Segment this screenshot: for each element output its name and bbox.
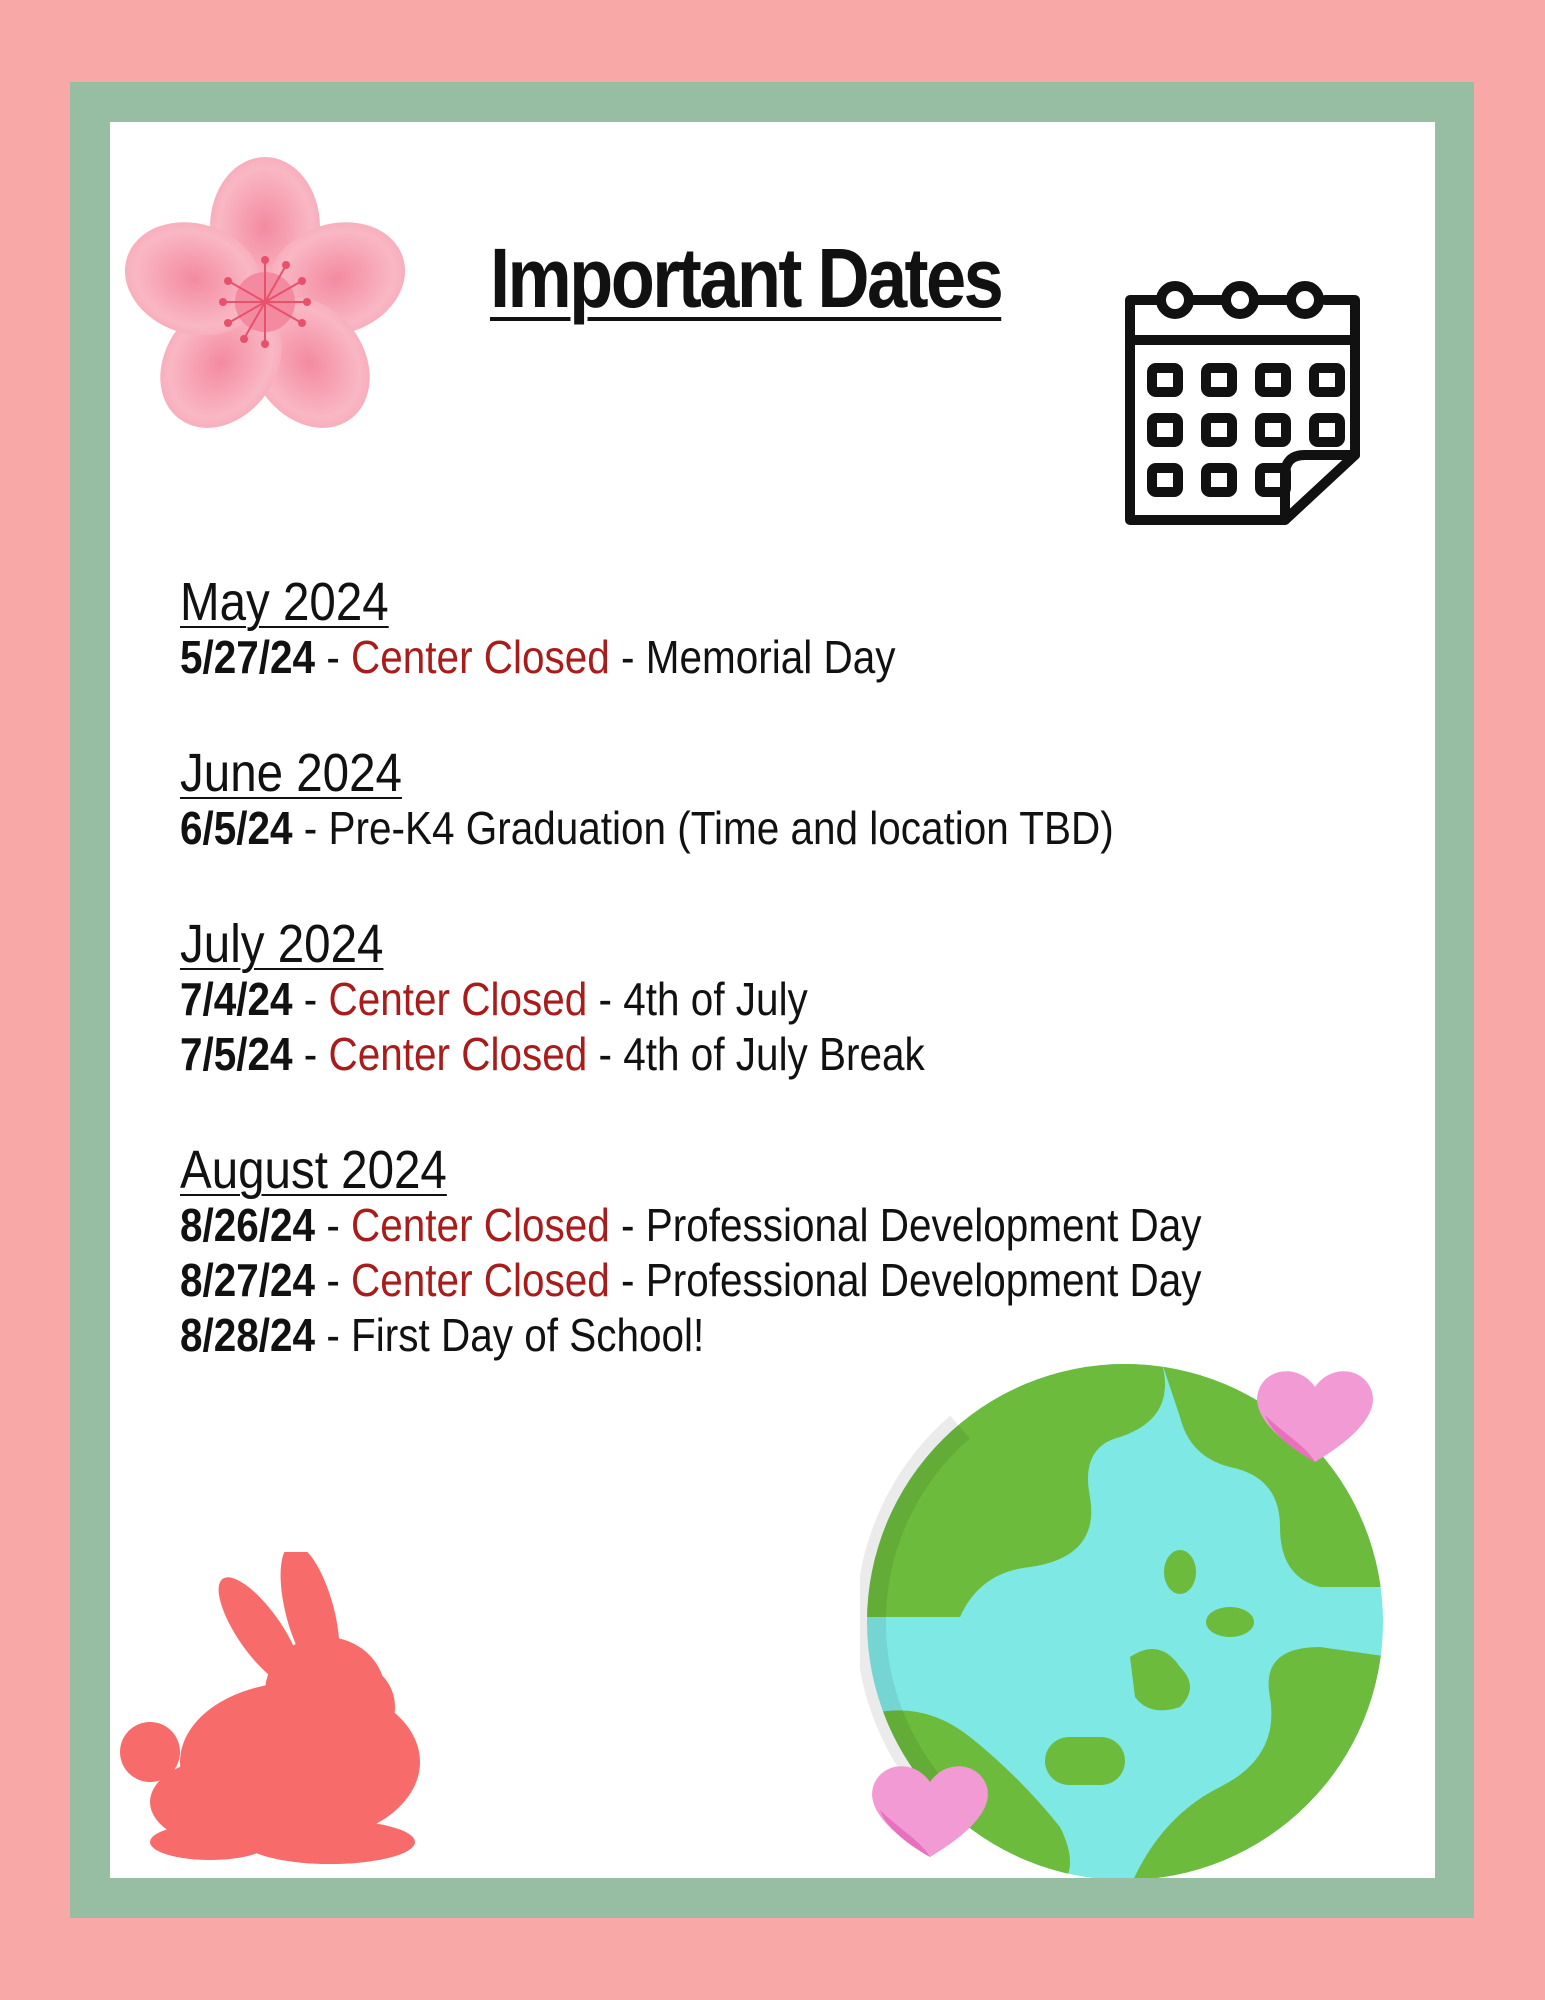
entry-separator: - <box>587 973 624 1025</box>
date-entry <box>180 1253 1236 1308</box>
entry-date: 8/26/24 <box>180 1199 316 1251</box>
date-entry <box>180 630 1236 685</box>
dates-list <box>180 574 1380 1423</box>
entry-separator: - <box>609 1199 646 1251</box>
calendar-icon <box>1120 270 1370 540</box>
entry-separator: - <box>587 1028 624 1080</box>
entry-separator: - <box>609 1254 646 1306</box>
entry-description: 4th of July Break <box>623 1028 925 1080</box>
date-entry <box>180 1027 1236 1082</box>
month-heading: June 2024 <box>180 743 402 803</box>
entry-date: 6/5/24 <box>180 802 293 854</box>
page-title: Important Dates <box>490 231 1002 325</box>
month-heading: May 2024 <box>180 572 389 632</box>
entry-description: Pre-K4 Graduation (Time and location TBD) <box>328 802 1114 854</box>
entry-separator: - <box>292 802 329 854</box>
entry-description: 4th of July <box>623 973 808 1025</box>
entry-separator: - <box>315 1199 352 1251</box>
entry-description: Memorial Day <box>645 631 896 683</box>
entry-separator: - <box>315 631 352 683</box>
month-block-may <box>180 574 1380 685</box>
entry-closed: Center Closed <box>328 973 588 1025</box>
entry-description: Professional Development Day <box>645 1199 1202 1251</box>
flyer-page <box>110 122 1435 1878</box>
date-entry <box>180 972 1236 1027</box>
date-entry <box>180 1198 1236 1253</box>
entry-separator: - <box>292 1028 329 1080</box>
heart-icon <box>1245 1357 1385 1477</box>
bunny-icon <box>110 1552 490 1878</box>
entry-closed: Center Closed <box>351 1199 610 1251</box>
date-entry <box>180 801 1236 856</box>
month-block-june <box>180 745 1380 856</box>
entry-separator: - <box>292 973 329 1025</box>
entry-date: 5/27/24 <box>180 631 316 683</box>
entry-date: 8/28/24 <box>180 1309 316 1361</box>
month-block-august <box>180 1142 1380 1363</box>
entry-closed: Center Closed <box>351 1254 610 1306</box>
entry-date: 7/4/24 <box>180 973 293 1025</box>
entry-date: 7/5/24 <box>180 1028 293 1080</box>
month-block-july <box>180 916 1380 1082</box>
entry-separator: - <box>609 631 646 683</box>
entry-closed: Center Closed <box>351 631 610 683</box>
date-entry <box>180 1308 1236 1363</box>
entry-separator: - <box>315 1309 352 1361</box>
entry-closed: Center Closed <box>328 1028 588 1080</box>
entry-separator: - <box>315 1254 352 1306</box>
heart-icon <box>860 1752 1000 1872</box>
entry-date: 8/27/24 <box>180 1254 316 1306</box>
flower-icon <box>110 152 430 452</box>
month-heading: July 2024 <box>180 914 384 974</box>
entry-description: Professional Development Day <box>645 1254 1202 1306</box>
month-heading: August 2024 <box>180 1140 447 1200</box>
entry-description: First Day of School! <box>351 1309 705 1361</box>
